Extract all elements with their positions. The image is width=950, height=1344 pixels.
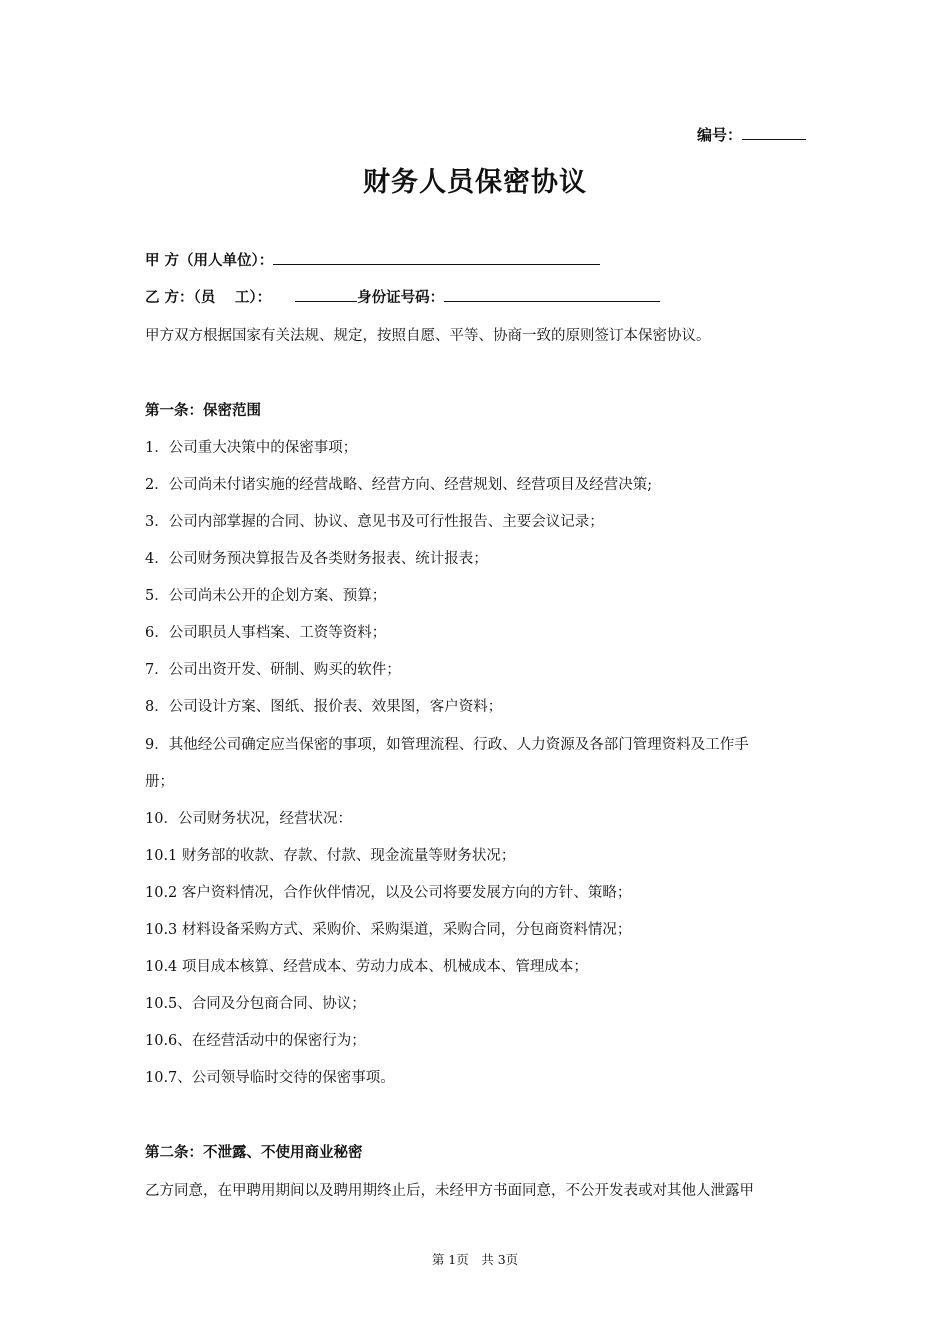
document-title: 财务人员保密协议	[363, 167, 587, 198]
article2-text: 乙方同意，在甲聘用期间以及聘用期终止后，未经甲方书面同意，不公开发表或对其他人泄露甲	[145, 1183, 754, 1199]
contract-number	[697, 124, 806, 145]
intro-paragraph: 甲方双方根据国家有关法规、规定，按照自愿、平等、协商一致的原则签订本保密协议。	[145, 328, 711, 344]
page-footer: 第 1页 共 3页	[431, 1252, 519, 1267]
article1-item: 5．公司尚未公开的企划方案、预算；	[145, 588, 387, 604]
id-number-label: 身份证号码：	[357, 290, 445, 306]
article1-item: 10.7、公司领导临时交待的保密事项。	[145, 1070, 395, 1086]
article1-item: 10.4 项目成本核算、经营成本、劳动力成本、机械成本、管理成本；	[145, 959, 588, 975]
article1-item: 1．公司重大决策中的保密事项；	[145, 440, 358, 456]
party-a-label: 甲 方（用人单位）：	[145, 253, 274, 269]
article1-item: 2．公司尚未付诸实施的经营战略、经营方向、经营规划、经营项目及经营决策;	[145, 477, 653, 493]
article1-item: 9．其他经公司确定应当保密的事项，如管理流程、行政、人力资源及各部门管理资料及工作手	[145, 737, 749, 753]
party-b-label: 乙 方：（员 工）：	[145, 290, 272, 306]
article1-heading: 第一条：保密范围	[145, 403, 261, 419]
article1-item: 3．公司内部掌握的合同、协议、意见书及可行性报告、主要会议记录；	[145, 514, 604, 530]
article1-item: 10.6、在经营活动中的保密行为；	[145, 1033, 366, 1049]
contract-number-label: 编号：	[696, 126, 742, 144]
party-a-blank[interactable]	[273, 250, 600, 265]
article1-item: 10.2 客户资料情况，合作伙伴情况，以及公司将要发展方向的方针、策略；	[145, 885, 632, 901]
article2-heading: 第二条：不泄露、不使用商业秘密	[145, 1145, 363, 1161]
article1-item: 10.1 财务部的收款、存款、付款、现金流量等财务状况；	[145, 848, 516, 864]
article1-item: 册；	[145, 774, 174, 790]
article1-item: 4．公司财务预决算报告及各类财务报表、统计报表；	[145, 551, 488, 567]
article1-item: 7．公司出资开发、研制、购买的软件；	[145, 662, 401, 678]
article1-item: 8．公司设计方案、图纸、报价表、效果图，客户资料；	[145, 699, 503, 715]
contract-number-blank[interactable]	[742, 125, 806, 140]
id-number-blank[interactable]	[444, 287, 660, 302]
article1-item: 10.3 材料设备采购方式、采购价、采购渠道，采购合同，分包商资料情况；	[145, 922, 632, 938]
article1-item: 10.5、合同及分包商合同、协议；	[145, 996, 366, 1012]
party-b-line	[145, 286, 660, 307]
party-a-line	[145, 249, 600, 270]
article1-item: 10．公司财务状况，经营状况：	[145, 811, 352, 827]
article1-item: 6．公司职员人事档案、工资等资料；	[145, 625, 387, 641]
party-b-blank[interactable]	[295, 287, 357, 302]
